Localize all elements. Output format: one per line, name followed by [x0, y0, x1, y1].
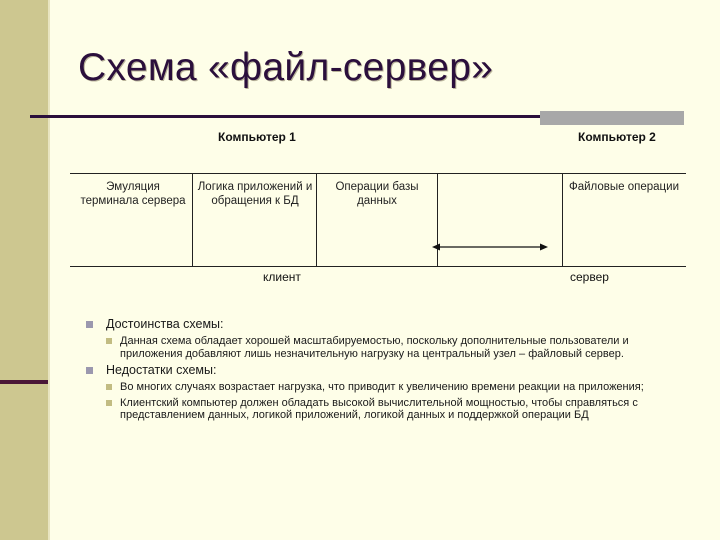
- divider-4: [562, 173, 563, 266]
- sub-bullet: [86, 335, 686, 360]
- cell-terminal-emulation: Эмуляция терминала сервера: [80, 181, 186, 207]
- title-rule-grey: [540, 111, 684, 125]
- square-bullet-icon: [86, 367, 93, 374]
- divider-1: [192, 173, 193, 266]
- sub-bullet-text: Клиентский компьютер должен обладать высокой вычислительной мощностью, чтобы справляться с представлением данных, логикой приложений, логикой данных и поддержкой операции БД: [120, 396, 638, 421]
- cell-db-operations: Операции базы данных: [335, 181, 419, 207]
- left-sidebar-decoration: [0, 0, 48, 540]
- sub-bullet-text: Данная схема обладает хорошей масштабируемостью, поскольку дополнительные пользователи и приложения добавляют лишь незначительную нагрузку на центральный узел – файловый сервер.: [120, 335, 629, 360]
- sub-bullet: [86, 397, 686, 422]
- square-bullet-icon: [106, 400, 112, 406]
- title-rule-dark: [30, 115, 540, 118]
- computer1-label: Компьютер 1: [218, 130, 296, 144]
- sidebar-edge: [48, 0, 50, 540]
- bullet-list: [86, 314, 686, 422]
- cell-app-logic: Логика приложений и обращения к БД: [197, 181, 313, 207]
- computer2-label: Компьютер 2: [578, 130, 656, 144]
- bullet-advantages: [86, 317, 686, 332]
- diagram-bottom-line: [70, 266, 686, 267]
- server-label: сервер: [570, 270, 609, 284]
- square-bullet-icon: [106, 384, 112, 390]
- square-bullet-icon: [86, 321, 93, 328]
- bullet-text: Достоинства схемы:: [106, 317, 224, 331]
- sidebar-accent-bar: [0, 380, 48, 384]
- sub-bullet: [86, 381, 686, 394]
- diagram-top-line: [70, 173, 686, 174]
- double-arrow-icon: [432, 240, 548, 254]
- slide-title: Схема «файл-сервер»: [78, 46, 494, 89]
- sub-bullet-text: Во многих случаях возрастает нагрузка, что приводит к увеличению времени реакции на приложения;: [120, 381, 644, 393]
- square-bullet-icon: [106, 338, 112, 344]
- client-label: клиент: [263, 270, 301, 284]
- bullet-text: Недостатки схемы:: [106, 363, 217, 377]
- cell-file-operations: Файловые операции: [568, 181, 679, 193]
- bullet-disadvantages: [86, 363, 686, 378]
- divider-2: [316, 173, 317, 266]
